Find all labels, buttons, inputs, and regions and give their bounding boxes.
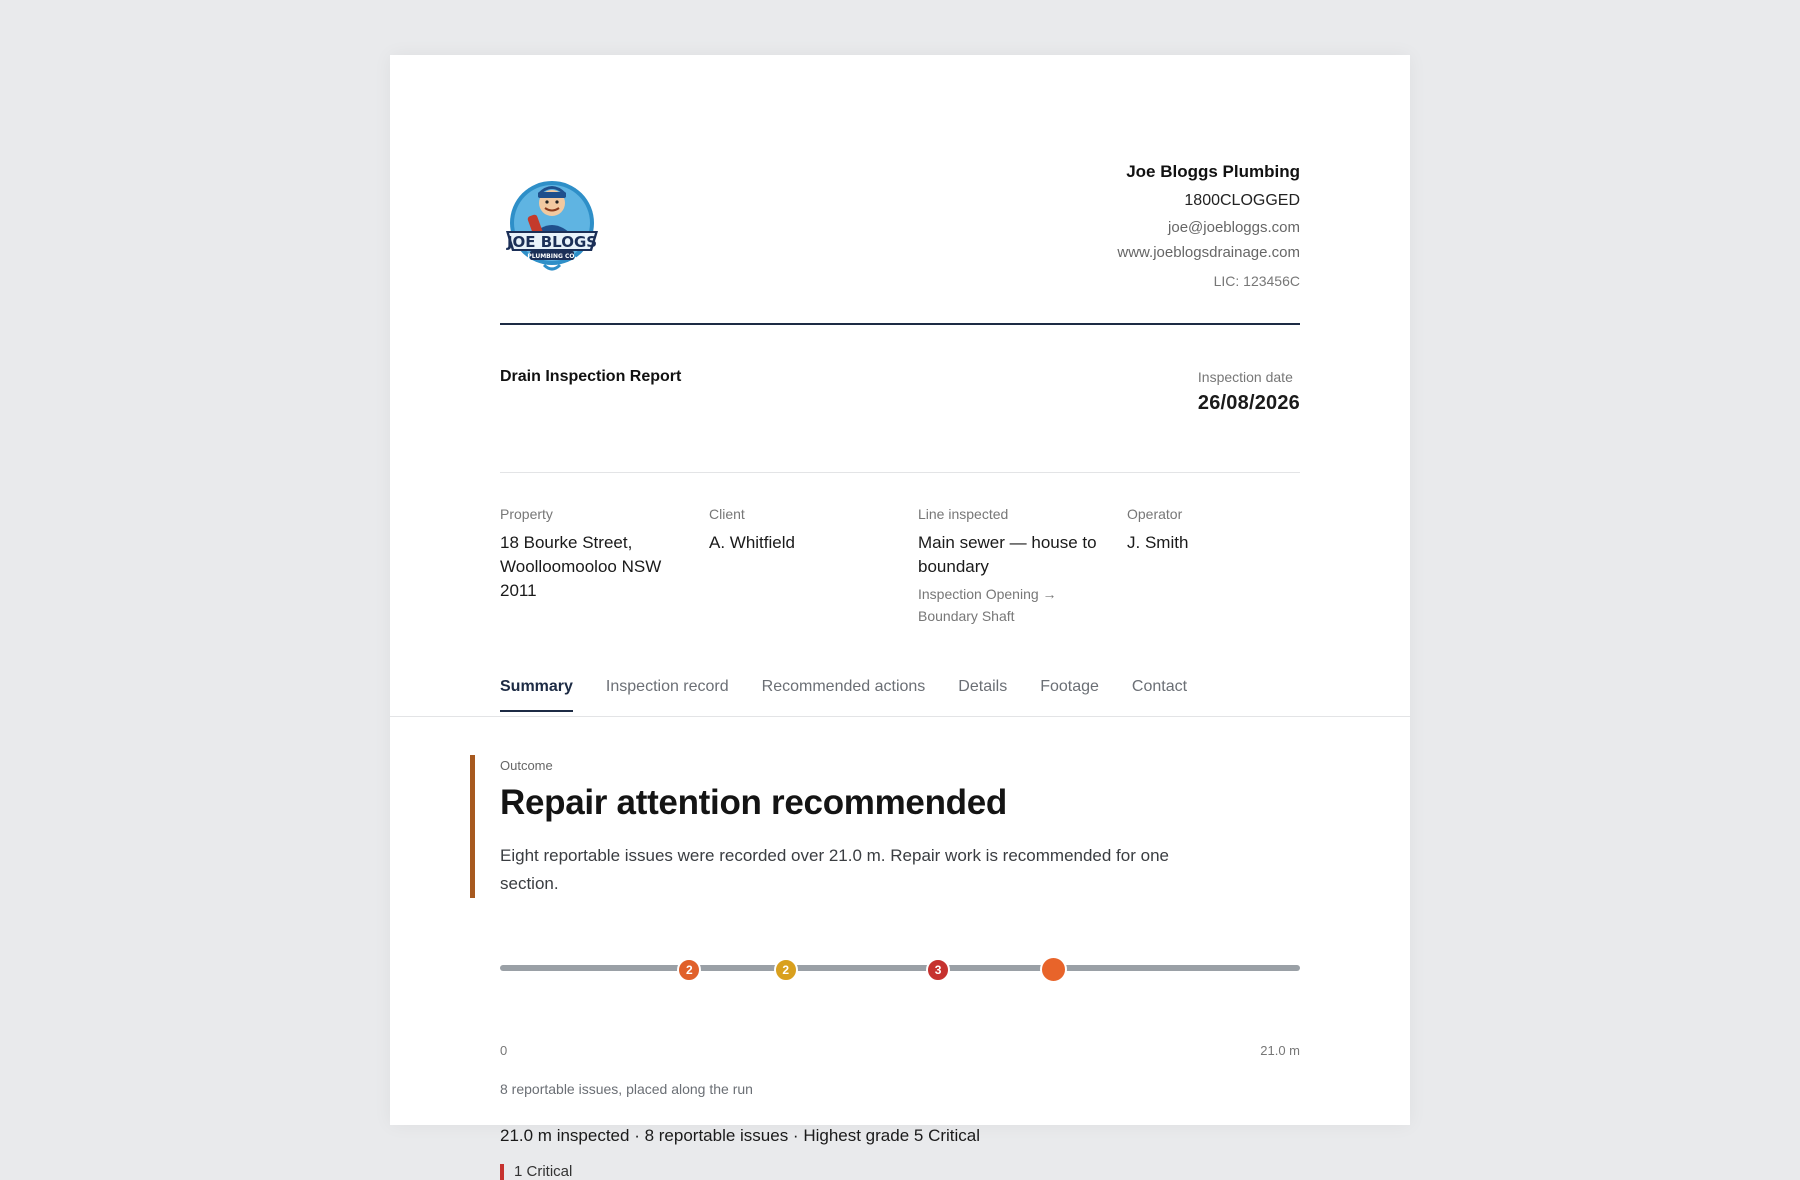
company-logo bbox=[500, 175, 604, 279]
run-start-label: 0 bbox=[500, 1043, 508, 1058]
report-sheet bbox=[390, 55, 1410, 1180]
tab-details[interactable]: Details bbox=[958, 678, 1008, 695]
report-title: Drain Inspection Report bbox=[500, 368, 682, 385]
critical-indicator bbox=[500, 1164, 504, 1180]
meta-value: A. Whitfield bbox=[709, 533, 795, 552]
tab-summary[interactable]: Summary bbox=[500, 678, 573, 712]
outcome-title: Repair attention recommended bbox=[500, 783, 1007, 822]
header-divider bbox=[500, 323, 1300, 325]
svg-text:JOE BLOGS: JOE BLOGS bbox=[506, 233, 598, 251]
inspection-date-value: 26/08/2026 bbox=[1197, 392, 1300, 414]
report-tabs bbox=[500, 678, 1220, 712]
meta-operator bbox=[1127, 505, 1297, 627]
company-email[interactable]: joe@joebloggs.com bbox=[1168, 219, 1300, 236]
tabs-divider bbox=[390, 716, 1410, 717]
issue-marker[interactable]: 3 bbox=[926, 958, 950, 982]
run-end-label: 21.0 m bbox=[1260, 1043, 1300, 1058]
critical-count-label: 1 Critical bbox=[514, 1163, 573, 1180]
inspection-date bbox=[1198, 369, 1300, 415]
run-caption: 8 reportable issues, placed along the run bbox=[500, 1081, 753, 1097]
inspection-meta bbox=[500, 505, 1300, 627]
svg-text:PLUMBING CO.: PLUMBING CO. bbox=[527, 253, 577, 260]
issue-marker[interactable]: 2 bbox=[677, 958, 701, 982]
company-licence: LIC: 123456C bbox=[1213, 273, 1300, 289]
company-phone[interactable]: 1800CLOGGED bbox=[1184, 192, 1300, 209]
critical-count bbox=[500, 1163, 572, 1180]
meta-label: Client bbox=[709, 506, 745, 522]
meta-label: Operator bbox=[1127, 506, 1183, 522]
meta-property bbox=[500, 505, 709, 627]
section-divider bbox=[500, 472, 1300, 473]
meta-label: Property bbox=[500, 506, 553, 522]
issue-marker[interactable]: 2 bbox=[774, 958, 798, 982]
meta-value: 18 Bourke Street, Woolloomooloo NSW 2011 bbox=[500, 533, 662, 600]
outcome-accent-bar bbox=[470, 755, 475, 898]
tab-recommended-actions[interactable]: Recommended actions bbox=[761, 678, 926, 695]
tab-footage[interactable]: Footage bbox=[1040, 678, 1099, 695]
company-contact bbox=[1117, 161, 1300, 290]
outcome-label: Outcome bbox=[500, 758, 553, 773]
inspection-date-label: Inspection date bbox=[1197, 369, 1293, 385]
issue-marker[interactable] bbox=[1040, 956, 1067, 983]
meta-client bbox=[709, 505, 918, 627]
run-timeline bbox=[500, 935, 1300, 985]
run-bar bbox=[500, 965, 1300, 971]
meta-value: Main sewer — house to boundary bbox=[918, 533, 1097, 576]
company-name: Joe Bloggs Plumbing bbox=[1126, 162, 1300, 181]
meta-line-inspected bbox=[918, 505, 1127, 627]
meta-sub: Inspection Opening → Boundary Shaft bbox=[918, 586, 1057, 624]
tab-contact[interactable]: Contact bbox=[1131, 678, 1188, 695]
meta-label: Line inspected bbox=[918, 506, 1009, 522]
summary-stats: 21.0 m inspected · 8 reportable issues · Highest grade 5 Critical bbox=[500, 1126, 981, 1145]
tab-inspection-record[interactable]: Inspection record bbox=[605, 678, 729, 695]
meta-value: J. Smith bbox=[1127, 533, 1189, 552]
outcome-description: Eight reportable issues were recorded over 21.0 m. Repair work is recommended for one section. bbox=[500, 846, 1169, 893]
company-website[interactable]: www.joeblogsdrainage.com bbox=[1117, 244, 1300, 261]
